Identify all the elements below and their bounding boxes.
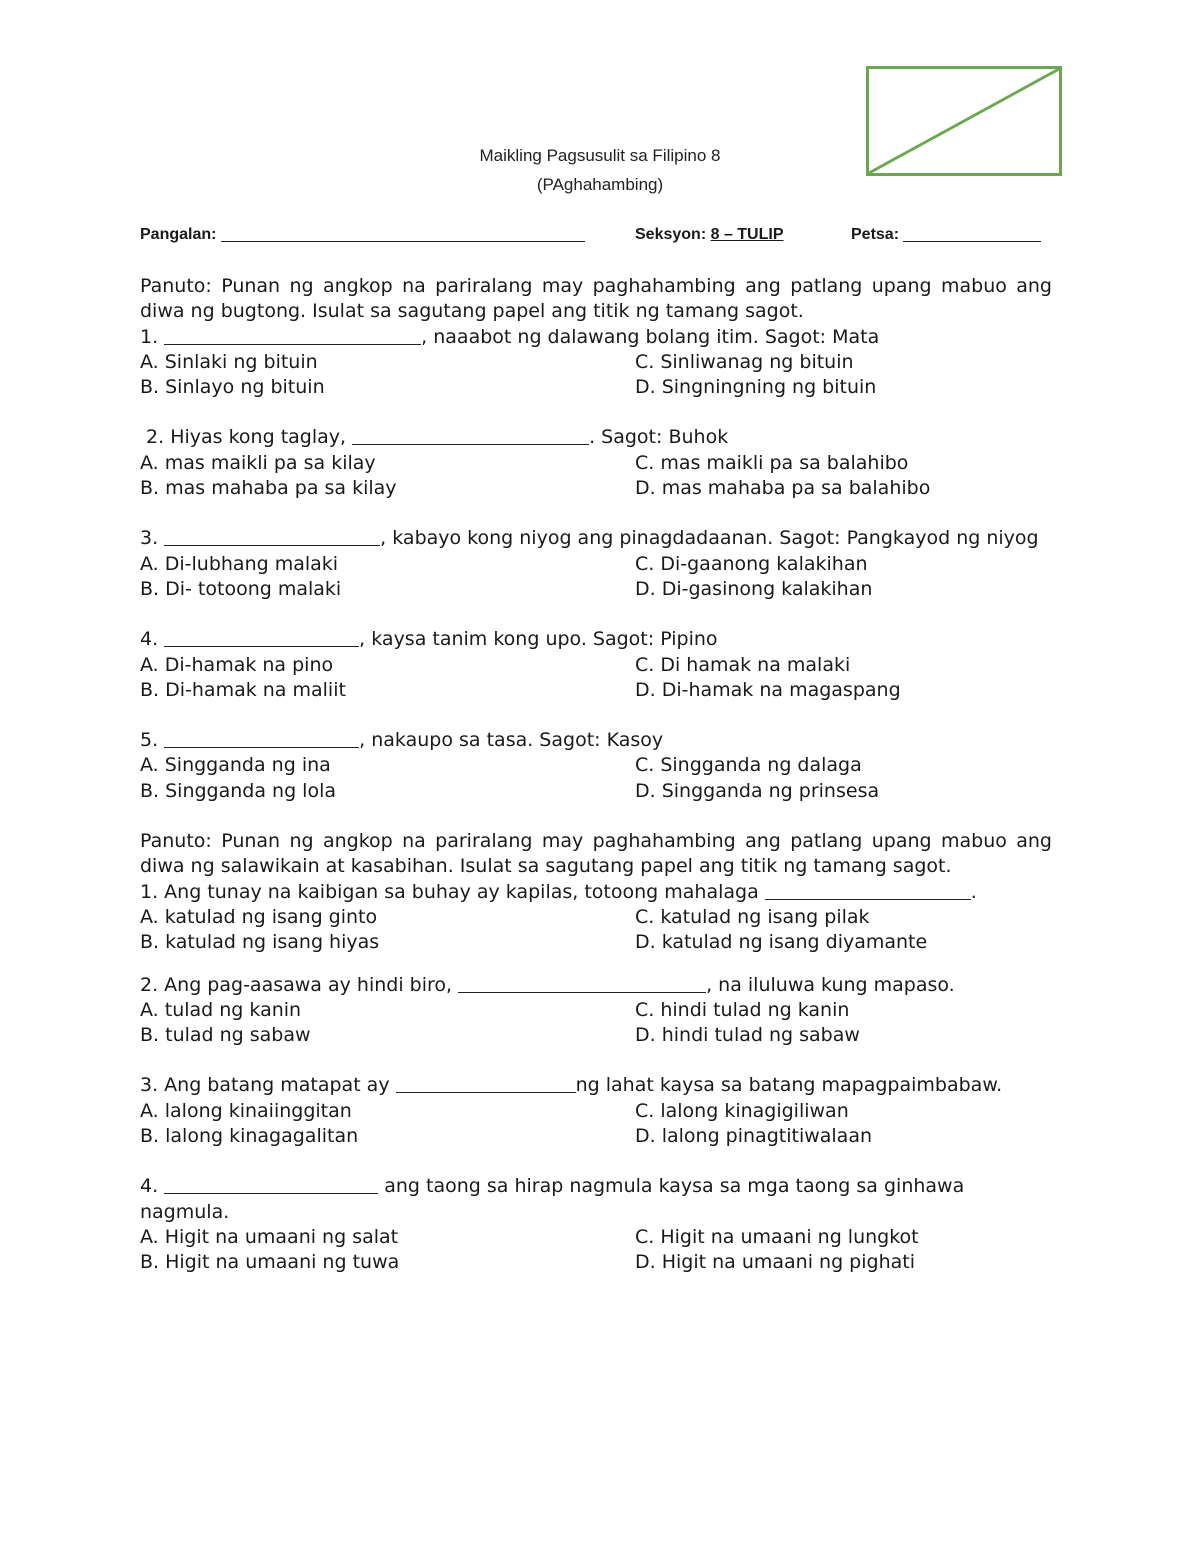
option-b[interactable]: B. lalong kinagagalitan bbox=[140, 1125, 359, 1148]
part1-question-1 bbox=[140, 325, 1052, 401]
option-b[interactable]: B. katulad ng isang hiyas bbox=[140, 931, 380, 954]
option-d[interactable]: D. Higit na umaani ng pighati bbox=[635, 1251, 915, 1274]
part2-question-3 bbox=[140, 1073, 1052, 1149]
answer-blank[interactable] bbox=[164, 729, 359, 748]
option-b[interactable]: B. Sinlayo ng bituin bbox=[140, 376, 325, 399]
options-grid bbox=[140, 905, 1052, 956]
options-grid bbox=[140, 1099, 1052, 1150]
name-field[interactable] bbox=[140, 226, 585, 244]
part1-instruction: Panuto: Punan ng angkop na pariralang may paghahambing ang patlang upang mabuo ang diwa ng bugtong. Isulat sa sagutang papel ang titik ng tamang sagot. bbox=[140, 275, 1052, 323]
date-label: Petsa: bbox=[851, 226, 900, 243]
answer-blank[interactable] bbox=[164, 326, 421, 345]
quiz-content bbox=[140, 274, 1052, 1276]
name-blank[interactable] bbox=[221, 241, 585, 242]
option-c[interactable]: C. Sinliwanag ng bituin bbox=[635, 350, 854, 373]
option-b[interactable]: B. Singganda ng lola bbox=[140, 779, 337, 802]
date-field[interactable] bbox=[851, 226, 1041, 244]
option-d[interactable]: D. Singningning ng bituin bbox=[635, 376, 877, 399]
spacer bbox=[140, 602, 1052, 627]
date-blank[interactable] bbox=[903, 241, 1041, 242]
question-stem: 2. Ang pag-aasawa ay hindi biro, , na iluluwa kung mapaso. bbox=[140, 973, 955, 996]
question-stem: 4. ang taong sa hirap nagmula kaysa sa mga taong sa ginhawa nagmula. bbox=[140, 1175, 965, 1223]
option-d[interactable]: D. Singganda ng prinsesa bbox=[635, 779, 880, 802]
answer-blank[interactable] bbox=[164, 628, 359, 647]
option-a[interactable]: A. Sinlaki ng bituin bbox=[140, 350, 318, 373]
option-c[interactable]: C. Di-gaanong kalakihan bbox=[635, 552, 868, 575]
options-grid bbox=[140, 753, 1052, 804]
section-label: Seksyon: bbox=[635, 226, 707, 243]
option-c[interactable]: C. Higit na umaani ng lungkot bbox=[635, 1225, 919, 1248]
answer-blank[interactable] bbox=[458, 974, 706, 993]
question-stem: 2. Hiyas kong taglay, . Sagot: Buhok bbox=[140, 426, 729, 449]
spacer bbox=[140, 1149, 1052, 1174]
option-b[interactable]: B. mas mahaba pa sa kilay bbox=[140, 477, 397, 500]
option-a[interactable]: A. katulad ng isang ginto bbox=[140, 905, 378, 928]
question-stem: 3. Ang batang matapat ay ng lahat kaysa sa batang mapagpaimbabaw. bbox=[140, 1074, 1003, 1097]
answer-blank[interactable] bbox=[164, 1175, 378, 1194]
answer-blank[interactable] bbox=[164, 527, 380, 546]
part2-question-2 bbox=[140, 973, 1052, 1049]
option-d[interactable]: D. Di-hamak na magaspang bbox=[635, 678, 901, 701]
option-d[interactable]: D. katulad ng isang diyamante bbox=[635, 931, 928, 954]
question-stem: 1. Ang tunay na kaibigan sa buhay ay kapilas, totoong mahalaga . bbox=[140, 880, 977, 903]
option-b[interactable]: B. tulad ng sabaw bbox=[140, 1024, 311, 1047]
section-field bbox=[635, 226, 784, 244]
part1-question-4 bbox=[140, 627, 1052, 703]
spacer bbox=[140, 400, 1052, 425]
part2-question-4 bbox=[140, 1174, 1052, 1275]
part1-question-3 bbox=[140, 526, 1052, 602]
answer-blank[interactable] bbox=[396, 1074, 576, 1093]
option-c[interactable]: C. hindi tulad ng kanin bbox=[635, 998, 850, 1021]
option-c[interactable]: C. Singganda ng dalaga bbox=[635, 754, 862, 777]
spacer bbox=[140, 703, 1052, 728]
quiz-subtitle: (PAghahambing) bbox=[536, 175, 664, 194]
option-b[interactable]: B. Higit na umaani ng tuwa bbox=[140, 1251, 400, 1274]
option-d[interactable]: D. lalong pinagtitiwalaan bbox=[635, 1125, 873, 1148]
section-value: 8 – TULIP bbox=[710, 226, 784, 243]
spacer bbox=[140, 804, 1052, 829]
options-grid bbox=[140, 1225, 1052, 1276]
answer-blank[interactable] bbox=[765, 881, 971, 900]
option-a[interactable]: A. Di-hamak na pino bbox=[140, 653, 334, 676]
spacer bbox=[140, 501, 1052, 526]
question-stem: 3. , kabayo kong niyog ang pinagdadaanan. Sagot: Pangkayod ng niyog bbox=[140, 527, 1039, 550]
answer-blank[interactable] bbox=[352, 426, 589, 445]
option-d[interactable]: D. Di-gasinong kalakihan bbox=[635, 577, 873, 600]
options-grid bbox=[140, 350, 1052, 401]
part1-question-2 bbox=[140, 425, 1052, 501]
options-grid bbox=[140, 552, 1052, 603]
option-a[interactable]: A. lalong kinaiinggitan bbox=[140, 1099, 352, 1122]
option-a[interactable]: A. tulad ng kanin bbox=[140, 998, 302, 1021]
option-b[interactable]: B. Di-hamak na maliit bbox=[140, 678, 346, 701]
part2-instruction: Panuto: Punan ng angkop na pariralang may paghahambing ang patlang upang mabuo ang diwa ng salawikain at kasabihan. Isulat sa sagutang papel ang titik ng tamang sagot. bbox=[140, 830, 1052, 878]
quiz-title: Maikling Pagsusulit sa Filipino 8 bbox=[479, 146, 721, 165]
part2-question-1 bbox=[140, 880, 1052, 956]
option-c[interactable]: C. Di hamak na malaki bbox=[635, 653, 851, 676]
option-a[interactable]: A. Singganda ng ina bbox=[140, 754, 331, 777]
spacer bbox=[140, 956, 1052, 973]
question-stem: 1. , naaabot ng dalawang bolang itim. Sagot: Mata bbox=[140, 325, 880, 348]
option-a[interactable]: A. Higit na umaani ng salat bbox=[140, 1225, 399, 1248]
options-grid bbox=[140, 998, 1052, 1049]
option-c[interactable]: C. mas maikli pa sa balahibo bbox=[635, 451, 909, 474]
option-c[interactable]: C. katulad ng isang pilak bbox=[635, 905, 870, 928]
option-b[interactable]: B. Di- totoong malaki bbox=[140, 577, 342, 600]
option-a[interactable]: A. mas maikli pa sa kilay bbox=[140, 451, 376, 474]
options-grid bbox=[140, 653, 1052, 704]
option-d[interactable]: D. hindi tulad ng sabaw bbox=[635, 1024, 860, 1047]
option-c[interactable]: C. lalong kinagigiliwan bbox=[635, 1099, 849, 1122]
option-d[interactable]: D. mas mahaba pa sa balahibo bbox=[635, 477, 931, 500]
question-stem: 4. , kaysa tanim kong upo. Sagot: Pipino bbox=[140, 628, 718, 651]
student-info-row bbox=[140, 226, 1060, 250]
options-grid bbox=[140, 451, 1052, 502]
spacer bbox=[140, 1048, 1052, 1073]
name-label: Pangalan: bbox=[140, 226, 217, 243]
option-a[interactable]: A. Di-lubhang malaki bbox=[140, 552, 339, 575]
question-stem: 5. , nakaupo sa tasa. Sagot: Kasoy bbox=[140, 729, 664, 752]
part1-question-5 bbox=[140, 728, 1052, 804]
